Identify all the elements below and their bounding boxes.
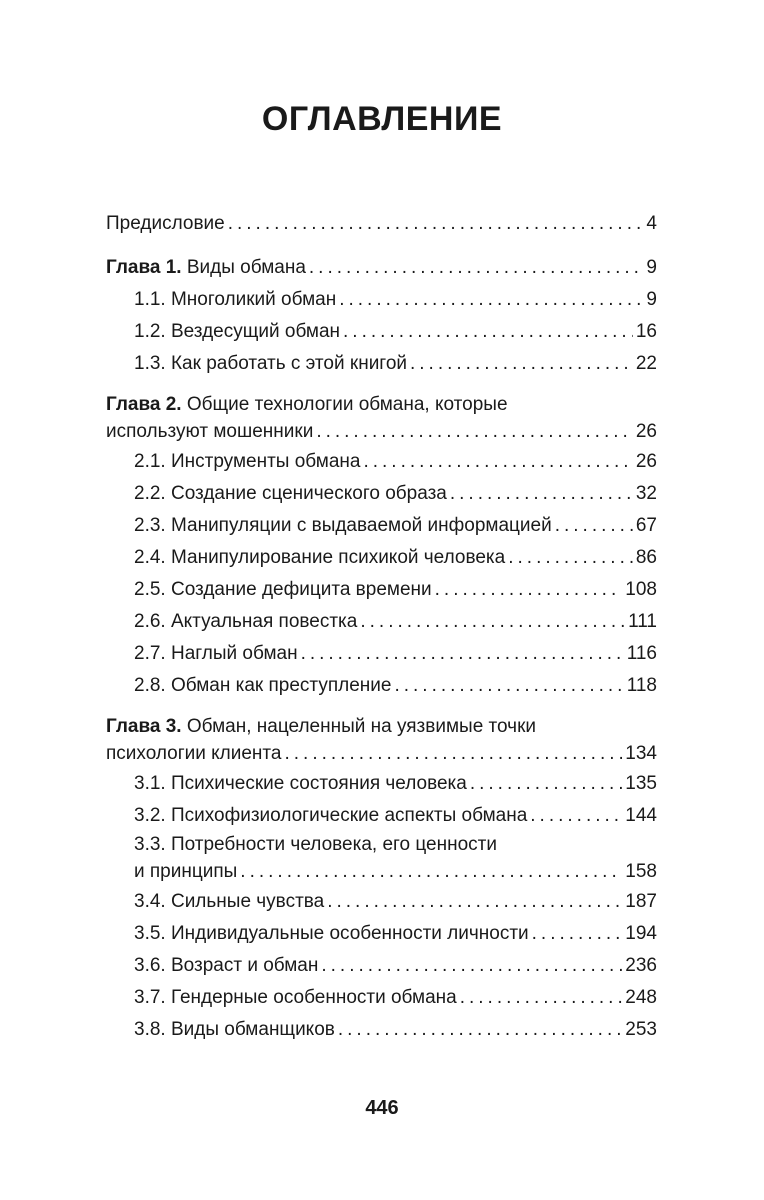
toc-entry-page: 236 [625, 955, 657, 976]
toc-entry-page: 108 [625, 579, 657, 600]
dot-leader [460, 982, 623, 1014]
toc-entry-label: 3.7. Гендерные особенности обмана [134, 987, 457, 1008]
toc-entry-page: 118 [626, 675, 657, 696]
page-title: ОГЛАВЛЕНИЕ [261, 100, 503, 138]
toc-entry-label-cont: психологии клиента [106, 743, 282, 764]
dot-leader [363, 446, 632, 478]
toc-entry-label: 2.7. Наглый обман [134, 643, 298, 664]
dot-leader [394, 670, 623, 702]
toc-entry-label: 3.2. Психофизиологические аспекты обмана [134, 805, 528, 826]
toc-entry-page: 253 [625, 1019, 657, 1040]
dot-leader [435, 574, 623, 606]
toc-entry-label: 2.4. Манипулирование психикой человека [134, 547, 506, 568]
page-number: 446 [365, 1097, 399, 1119]
dot-leader [450, 478, 633, 510]
dot-leader [316, 418, 633, 446]
toc-entry-label: 3.1. Психические состояния человека [134, 773, 467, 794]
toc-entry-label: 3.3. Потребности человека, его ценности [134, 834, 497, 855]
toc-entry-2-5[interactable] [106, 574, 657, 606]
toc-entry-page: 26 [635, 421, 657, 442]
table-of-contents [106, 208, 657, 1046]
toc-entry-page: 86 [635, 547, 657, 568]
dot-leader [338, 1014, 622, 1046]
toc-entry-page: 26 [635, 451, 657, 472]
toc-entry-label: 1.3. Как работать с этой книгой [134, 353, 407, 374]
toc-entry-2-3[interactable] [106, 510, 657, 542]
toc-entry-page: 4 [646, 213, 657, 234]
toc-entry-preface[interactable] [106, 208, 657, 240]
toc-entry-label: Общие технологии обмана, которые [181, 394, 508, 415]
toc-entry-2-1[interactable] [106, 446, 657, 478]
toc-entry-3-3[interactable] [106, 832, 657, 858]
toc-entry-chapter-3[interactable] [106, 714, 657, 740]
dot-leader [339, 284, 643, 316]
dot-leader [343, 316, 633, 348]
dot-leader [301, 638, 624, 670]
dot-leader [470, 768, 622, 800]
dot-leader [284, 740, 622, 768]
toc-entry-label: 2.8. Обман как преступление [134, 675, 392, 696]
dot-leader [228, 208, 644, 240]
toc-entry-page: 187 [625, 891, 657, 912]
toc-entry-3-6[interactable] [106, 950, 657, 982]
toc-entry-page: 67 [635, 515, 657, 536]
toc-entry-chapter-1[interactable] [106, 252, 657, 284]
dot-leader [240, 858, 622, 886]
toc-entry-3-8[interactable] [106, 1014, 657, 1046]
toc-entry-chapter-2[interactable] [106, 392, 657, 418]
toc-entry-page: 32 [635, 483, 657, 504]
toc-entry-label: 2.2. Создание сценического образа [134, 483, 447, 504]
toc-entry-2-6[interactable] [106, 606, 657, 638]
toc-entry-label-cont: используют мошенники [106, 421, 314, 442]
toc-entry-2-4[interactable] [106, 542, 657, 574]
toc-entry-label: 2.6. Актуальная повестка [134, 611, 358, 632]
toc-entry-label: Предисловие [106, 213, 225, 234]
toc-entry-page: 158 [625, 861, 657, 882]
toc-entry-page: 248 [625, 987, 657, 1008]
toc-entry-page: 22 [635, 353, 657, 374]
toc-entry-page: 9 [646, 289, 657, 310]
toc-entry-3-7[interactable] [106, 982, 657, 1014]
toc-entry-page: 9 [646, 257, 657, 278]
toc-entry-label: 1.1. Многоликий обман [134, 289, 337, 310]
toc-entry-label: 2.3. Манипуляции с выдаваемой информацией [134, 515, 552, 536]
toc-entry-3-5[interactable] [106, 918, 657, 950]
toc-entry-page: 134 [625, 743, 657, 764]
dot-leader [555, 510, 633, 542]
toc-entry-label: 3.6. Возраст и обман [134, 955, 319, 976]
toc-entry-label: 2.1. Инструменты обмана [134, 451, 361, 472]
toc-entry-1-3[interactable] [106, 348, 657, 380]
toc-entry-page: 144 [625, 805, 657, 826]
dot-leader [321, 950, 622, 982]
toc-entry-1-1[interactable] [106, 284, 657, 316]
dot-leader [360, 606, 625, 638]
toc-entry-2-8[interactable] [106, 670, 657, 702]
toc-entry-page: 116 [626, 643, 657, 664]
toc-entry-label-cont: и принципы [134, 861, 238, 882]
dot-leader [327, 886, 622, 918]
toc-entry-3-2[interactable] [106, 800, 657, 832]
toc-entry-label: 3.5. Индивидуальные особенности личности [134, 923, 529, 944]
chapter-prefix: Глава 3. [106, 716, 182, 737]
dot-leader [508, 542, 633, 574]
toc-entry-1-2[interactable] [106, 316, 657, 348]
dot-leader [410, 348, 633, 380]
toc-entry-chapter-2-cont[interactable] [106, 418, 657, 446]
toc-entry-label: 3.4. Сильные чувства [134, 891, 325, 912]
toc-entry-chapter-3-cont[interactable] [106, 740, 657, 768]
toc-entry-label: 2.5. Создание дефицита времени [134, 579, 432, 600]
toc-entry-page: 16 [635, 321, 657, 342]
chapter-prefix: Глава 2. [106, 394, 182, 415]
chapter-prefix: Глава 1. [106, 257, 182, 278]
toc-entry-page: 135 [625, 773, 657, 794]
toc-entry-3-1[interactable] [106, 768, 657, 800]
dot-leader [530, 800, 622, 832]
toc-entry-label: Виды обмана [181, 257, 306, 278]
toc-entry-3-4[interactable] [106, 886, 657, 918]
toc-entry-page: 111 [628, 611, 657, 632]
toc-entry-label: Обман, нацеленный на уязвимые точки [181, 716, 537, 737]
toc-entry-label: 1.2. Вездесущий обман [134, 321, 341, 342]
toc-entry-2-7[interactable] [106, 638, 657, 670]
dot-leader [532, 918, 623, 950]
dot-leader [309, 252, 644, 284]
toc-entry-3-3-cont[interactable] [106, 858, 657, 886]
toc-entry-2-2[interactable] [106, 478, 657, 510]
toc-entry-page: 194 [625, 923, 657, 944]
toc-entry-label: 3.8. Виды обманщиков [134, 1019, 335, 1040]
